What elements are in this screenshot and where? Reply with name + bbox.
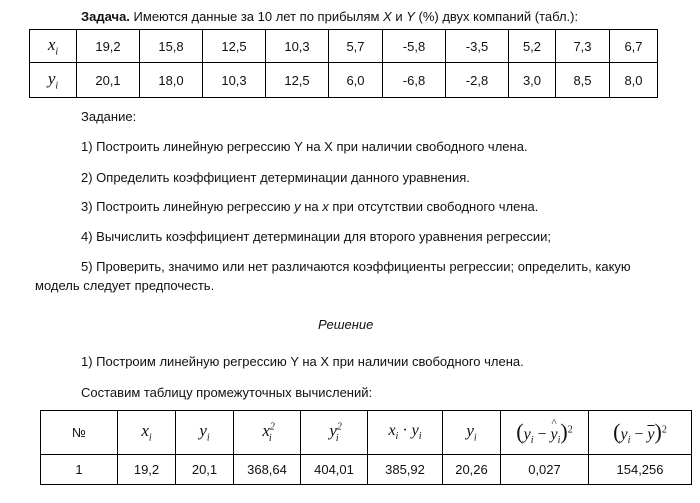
- x-value: 5,2: [509, 30, 556, 63]
- cell-x: 19,2: [118, 455, 176, 485]
- x-value: -3,5: [446, 30, 509, 63]
- x-value: -5,8: [383, 30, 446, 63]
- header-x-times-y: $x_i \cdot y_i$: [368, 411, 443, 455]
- y-value: 6,0: [329, 63, 383, 98]
- cell-residual-squared: 0,027: [501, 455, 589, 485]
- x-value: 5,7: [329, 30, 383, 63]
- cell-number: 1: [41, 455, 118, 485]
- assignment-item-5-line2: модель следует предпочесть.: [35, 278, 215, 293]
- solution-heading: Решение: [318, 317, 374, 332]
- header-x-squared: $x^2_i$: [234, 411, 301, 455]
- y-value: 3,0: [509, 63, 556, 98]
- y-value: 20,1: [77, 63, 140, 98]
- x-value: 12,5: [203, 30, 266, 63]
- header-y-fitted: $y_i$: [443, 411, 501, 455]
- assignment-item-5-line1: 5) Проверить, значимо или нет различаются коэффициенты регрессии; определить, какую: [81, 259, 631, 274]
- header-x: $x_i$: [118, 411, 176, 455]
- x-value: 6,7: [610, 30, 658, 63]
- cell-x-times-y: 385,92: [368, 455, 443, 485]
- y-value: 10,3: [203, 63, 266, 98]
- assignment-item-4: 4) Вычислить коэффициент детерминации для второго уравнения регрессии;: [81, 229, 552, 244]
- cell-y: 20,1: [176, 455, 234, 485]
- solution-step-2: Составим таблицу промежуточных вычислений:: [81, 385, 373, 400]
- calc-header-row: [41, 411, 692, 455]
- y-value: 12,5: [266, 63, 329, 98]
- header-number: №: [41, 411, 118, 455]
- cell-x-squared: 368,64: [234, 455, 301, 485]
- cell-y-fitted: 20,26: [443, 455, 501, 485]
- assignment-item-2: 2) Определить коэффициент детерминации данного уравнения.: [81, 170, 470, 185]
- assignment-item-3: 3) Построить линейную регрессию y на x при отсутствии свободного члена.: [81, 199, 539, 214]
- solution-step-1: 1) Построим линейную регрессию Y на X при наличии свободного члена.: [81, 354, 524, 369]
- calc-row: [41, 455, 692, 485]
- task-label: Задача.: [81, 9, 130, 24]
- y-value: 18,0: [140, 63, 203, 98]
- x-value: 7,3: [556, 30, 610, 63]
- x-value: 10,3: [266, 30, 329, 63]
- x-value: 15,8: [140, 30, 203, 63]
- y-row: [30, 63, 658, 98]
- assignment-heading: Задание:: [81, 109, 137, 124]
- y-value: 8,5: [556, 63, 610, 98]
- header-residual-squared: ($y_i$ − ^ $y_i)^2$: [501, 411, 589, 455]
- x-label: $x_i$: [30, 30, 77, 63]
- header-y-squared: $y^2_i$: [301, 411, 368, 455]
- y-value: 8,0: [610, 63, 658, 98]
- y-value: -2,8: [446, 63, 509, 98]
- cell-y-squared: 404,01: [301, 455, 368, 485]
- task-statement: Задача. Имеются данные за 10 лет по прибылям X и Y (%) двух компаний (табл.):: [81, 9, 579, 24]
- header-y: $y_i$: [176, 411, 234, 455]
- x-row: [30, 30, 658, 63]
- cell-deviation-squared: 154,256: [589, 455, 692, 485]
- calc-table: [40, 410, 692, 485]
- header-deviation-squared: $(y_i - \overline{y})^2$: [589, 411, 692, 455]
- assignment-item-1: 1) Построить линейную регрессию Y на X при наличии свободного члена.: [81, 139, 528, 154]
- y-label: $y_i$: [30, 63, 77, 98]
- x-value: 19,2: [77, 30, 140, 63]
- data-table: [29, 29, 658, 98]
- y-value: -6,8: [383, 63, 446, 98]
